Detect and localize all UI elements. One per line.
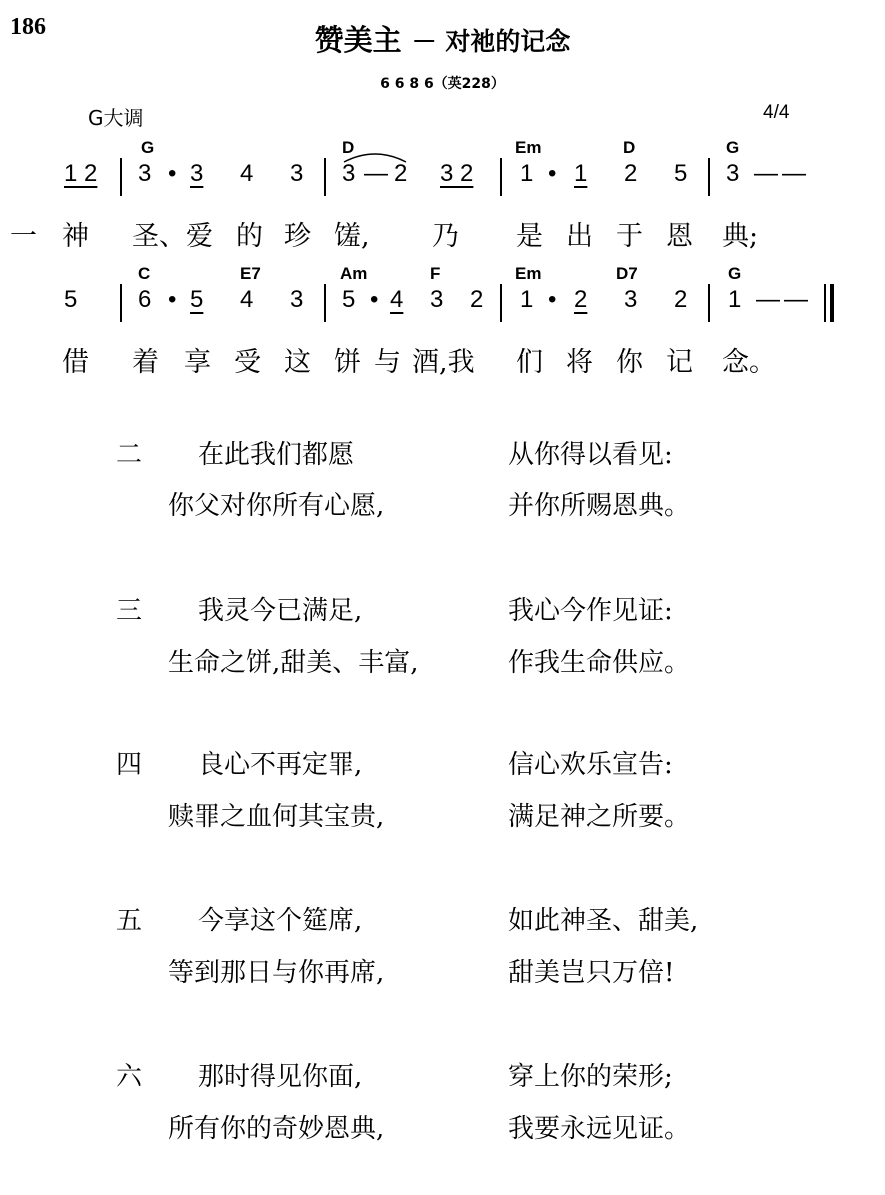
lyric-syllable: 饼	[334, 347, 361, 378]
note-dash: —	[364, 160, 388, 187]
note: 2	[674, 286, 688, 313]
verse-line: 作我生命供应。	[508, 648, 691, 678]
title-subtitle: － 对祂的记念	[411, 27, 571, 56]
note: 4	[240, 286, 254, 313]
verse-line: 甜美岂只万倍!	[508, 958, 675, 988]
lyric-syllable: 一	[10, 221, 37, 252]
final-barline-thin	[824, 284, 826, 322]
verse-line: 如此神圣、甜美,	[508, 906, 699, 936]
lyric-syllable: 出	[566, 221, 593, 252]
lyric-syllable: 记	[666, 347, 693, 378]
hymn-title	[0, 18, 885, 59]
lyric-syllable: 酒,我	[412, 347, 475, 378]
note: 5	[190, 286, 204, 313]
note: 1	[728, 286, 742, 313]
note: 1	[520, 160, 534, 187]
lyric-syllable: 与	[374, 347, 401, 378]
title-main: 赞美主	[314, 23, 402, 57]
time-signature: 4/4	[763, 102, 790, 123]
lyric-syllable: 将	[566, 347, 593, 378]
lyric-syllable: 受	[234, 347, 261, 378]
lyric-syllable: 珍	[284, 221, 311, 252]
verse-line: 所有你的奇妙恩典,	[168, 1114, 385, 1144]
note: 1	[520, 286, 534, 313]
chord: Em	[515, 138, 542, 157]
note: 5	[342, 286, 356, 313]
final-barline-thick	[830, 284, 834, 322]
note-dash: —	[784, 286, 808, 313]
verse-line: 并你所赐恩典。	[508, 491, 691, 521]
note-dash: —	[782, 160, 806, 187]
barline	[500, 284, 502, 322]
meter-info: 6 6 8 6（英228）	[380, 76, 505, 92]
note: 3	[342, 160, 356, 187]
verse-line: 赎罪之血何其宝贵,	[168, 802, 385, 832]
note-dot: •	[168, 160, 177, 187]
chord: G	[141, 138, 155, 157]
note-dot: •	[168, 286, 177, 313]
lyric-syllable: 是	[516, 221, 543, 252]
verse-line: 穿上你的荣形;	[508, 1062, 673, 1092]
verse-line: 良心不再定罪,	[198, 750, 363, 780]
lyric-syllable: 享	[184, 347, 211, 378]
lyric-syllable: 着	[132, 347, 159, 378]
lyric-syllable: 典;	[722, 221, 759, 252]
lyric-syllable: 这	[284, 347, 311, 378]
verse-number: 三	[116, 596, 143, 626]
key-signature: G大调	[88, 106, 144, 130]
note: 1 2	[64, 160, 98, 187]
note: 2	[470, 286, 484, 313]
chord: G	[728, 264, 742, 283]
barline	[708, 284, 710, 322]
lyric-syllable: 恩	[666, 221, 693, 252]
chord: D7	[616, 264, 638, 283]
verse-line: 你父对你所有心愿,	[168, 491, 385, 521]
barline	[708, 158, 710, 196]
note: 3	[190, 160, 204, 187]
barline	[324, 284, 326, 322]
note: 3	[624, 286, 638, 313]
note: 2	[574, 286, 588, 313]
lyric-syllable: 借	[62, 347, 89, 378]
note: 4	[240, 160, 254, 187]
barline	[120, 284, 122, 322]
verse-number: 六	[116, 1062, 143, 1092]
note-dash: —	[756, 286, 780, 313]
verse-number: 五	[116, 906, 143, 936]
verse-line: 我灵今已满足,	[198, 596, 363, 626]
verse-line: 从你得以看见:	[508, 440, 673, 470]
lyric-syllable: 馐,	[334, 221, 370, 252]
verse-number: 二	[116, 440, 143, 470]
chord: Em	[515, 264, 542, 283]
note: 5	[674, 160, 688, 187]
chord: F	[430, 264, 441, 283]
note: 2	[624, 160, 638, 187]
note: 3	[138, 160, 152, 187]
barline	[324, 158, 326, 196]
chord: Am	[340, 264, 368, 283]
note: 5	[64, 286, 78, 313]
hymn-number: 186	[10, 14, 46, 40]
verse-line: 我心今作见证:	[508, 596, 673, 626]
chord: D	[342, 138, 355, 157]
lyric-syllable: 于	[616, 221, 643, 252]
lyric-syllable: 乃	[432, 221, 459, 252]
verse-line: 生命之饼,甜美、丰富,	[168, 648, 419, 678]
lyric-syllable: 圣、爱	[132, 221, 213, 252]
barline	[120, 158, 122, 196]
note: 2	[394, 160, 408, 187]
chord: D	[623, 138, 636, 157]
note: 3	[726, 160, 740, 187]
note: 1	[574, 160, 588, 187]
note: 3	[430, 286, 444, 313]
verse-line: 今享这个筵席,	[198, 906, 363, 936]
verse-line: 我要永远见证。	[508, 1114, 691, 1144]
note: 6	[138, 286, 152, 313]
verse-line: 信心欢乐宣告:	[508, 750, 673, 780]
note-dash: —	[754, 160, 778, 187]
lyric-syllable: 念。	[722, 347, 776, 378]
verse-line: 满足神之所要。	[508, 802, 691, 832]
chord: C	[138, 264, 151, 283]
chord: E7	[240, 264, 261, 283]
note: 4	[390, 286, 404, 313]
note-dot: •	[370, 286, 379, 313]
verse-line: 在此我们都愿	[198, 440, 355, 470]
lyric-syllable: 们	[516, 347, 543, 378]
note: 3	[290, 160, 304, 187]
verse-number: 四	[116, 750, 143, 780]
note: 3 2	[440, 160, 474, 187]
chord: G	[726, 138, 740, 157]
lyric-syllable: 的	[236, 221, 263, 252]
note-dot: •	[548, 286, 557, 313]
lyric-syllable: 你	[616, 347, 643, 378]
lyric-syllable: 神	[62, 221, 89, 252]
verse-line: 等到那日与你再席,	[168, 958, 385, 988]
barline	[500, 158, 502, 196]
verse-line: 那时得见你面,	[198, 1062, 363, 1092]
note: 3	[290, 286, 304, 313]
note-dot: •	[548, 160, 557, 187]
